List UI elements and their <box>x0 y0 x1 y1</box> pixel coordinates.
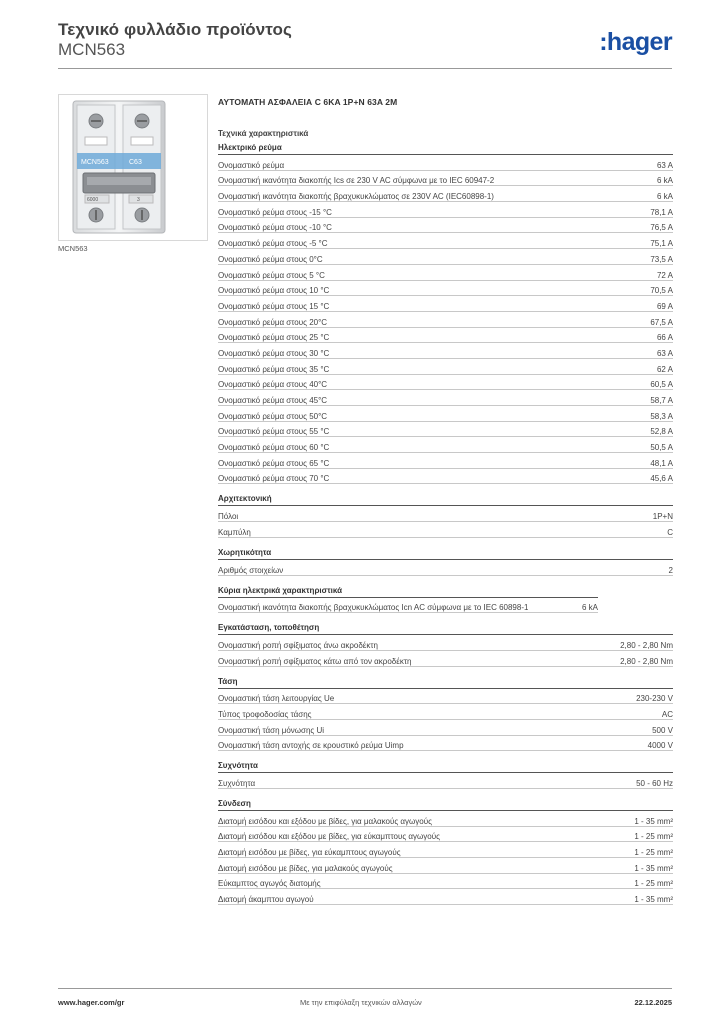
spec-label: Διατομή εισόδου και εξόδου με βίδες, για μαλακούς αγωγούς <box>218 816 432 826</box>
spec-value: 230-230 V <box>636 694 673 704</box>
spec-label: Ονομαστική τάση λειτουργίας Ue <box>218 694 335 704</box>
spec-value: 1P+N <box>652 512 673 522</box>
curve-marking: C63 <box>129 159 142 166</box>
spec-group <box>218 548 673 576</box>
spec-row <box>218 281 673 297</box>
spec-label: Ονομαστική ικανότητα διακοπής Ics σε 230 V AC σύμφωνα με το IEC 60947-2 <box>218 176 495 186</box>
spec-label: Ονομαστική ικανότητα διακοπής βραχυκυκλώματος σε 230V AC (IEC60898-1) <box>218 192 494 202</box>
footer-website[interactable]: www.hager.com/gr <box>58 998 125 1007</box>
spec-row <box>218 186 673 202</box>
spec-row <box>218 889 673 905</box>
spec-label: Ονομαστικό ρεύμα <box>218 160 285 170</box>
spec-label: Ονομαστικό ρεύμα στους 30 °C <box>218 348 330 358</box>
spec-label: Τύπος τροφοδοσίας τάσης <box>218 709 312 719</box>
spec-value: 75,1 A <box>650 239 673 249</box>
spec-row <box>218 506 673 522</box>
header-divider <box>58 68 672 69</box>
spec-group-title: Ηλεκτρικό ρεύμα <box>218 143 673 155</box>
spec-group <box>218 623 673 666</box>
spec-row <box>218 736 673 752</box>
page-header <box>58 20 672 68</box>
spec-value: 1 - 25 mm² <box>634 848 673 858</box>
spec-label: Συχνότητα <box>218 779 256 788</box>
spec-row <box>218 651 673 667</box>
spec-label: Ονομαστικό ρεύμα στους 25 °C <box>218 333 330 343</box>
spec-value: 50,5 A <box>650 443 673 453</box>
spec-row <box>218 827 673 843</box>
spec-label: Ονομαστικό ρεύμα στους 55 °C <box>218 427 330 437</box>
footer-disclaimer: Με την επιφύλαξη τεχνικών αλλαγών <box>300 998 422 1007</box>
spec-row <box>218 359 673 375</box>
spec-group-title: Εγκατάσταση, τοποθέτηση <box>218 623 673 635</box>
spec-label: Ονομαστικό ρεύμα στους -15 °C <box>218 207 332 217</box>
spec-value: 2,80 - 2,80 Nm <box>620 640 673 650</box>
spec-row <box>218 453 673 469</box>
spec-label: Ονομαστική τάση αντοχής σε κρουστικό ρεύμα Uimp <box>218 741 404 751</box>
footer-date: 22.12.2025 <box>634 998 672 1007</box>
spec-value: 50 - 60 Hz <box>636 779 673 788</box>
spec-label: Διατομή εισόδου με βίδες, για μαλακούς αγωγούς <box>218 863 393 873</box>
spec-label: Εύκαμπτος αγωγός διατομής <box>218 879 321 889</box>
spec-row <box>218 773 673 789</box>
spec-row <box>218 858 673 874</box>
circuit-breaker-illustration <box>59 95 207 240</box>
spec-row <box>218 720 673 736</box>
spec-group <box>218 494 673 537</box>
class-marking: 3 <box>137 197 140 203</box>
spec-group-title: Τάση <box>218 677 673 689</box>
spec-value: 52,8 A <box>650 427 673 437</box>
spec-label: Ονομαστικό ρεύμα στους -5 °C <box>218 239 328 249</box>
spec-value: 78,1 A <box>650 207 673 217</box>
spec-label: Πόλοι <box>218 512 239 522</box>
spec-label: Διατομή άκαμπτου αγωγού <box>218 895 314 905</box>
spec-group-title: Συχνότητα <box>218 761 673 773</box>
document-title: Τεχνικό φυλλάδιο προϊόντος <box>58 20 292 39</box>
spec-label: Ονομαστικό ρεύμα στους 0°C <box>218 254 323 264</box>
spec-label: Καμπύλη <box>218 527 251 537</box>
spec-group-title: Σύνδεση <box>218 799 673 811</box>
spec-group <box>218 677 673 752</box>
spec-label: Ονομαστικό ρεύμα στους 50°C <box>218 411 328 421</box>
spec-label: Ονομαστικό ρεύμα στους 40°C <box>218 380 328 390</box>
spec-label: Ονομαστική τάση μόνωσης Ui <box>218 725 325 735</box>
spec-value: 4000 V <box>647 741 673 751</box>
spec-value: 6 kA <box>656 176 673 186</box>
spec-groups <box>218 143 673 905</box>
spec-label: Ονομαστικό ρεύμα στους 65 °C <box>218 458 330 468</box>
spec-value: 500 V <box>652 725 673 735</box>
spec-row <box>218 343 673 359</box>
hager-logo: :hager <box>599 28 672 56</box>
spec-value: 73,5 A <box>650 254 673 264</box>
spec-row <box>218 328 673 344</box>
spec-value: 1 - 25 mm² <box>634 879 673 889</box>
spec-value: 2,80 - 2,80 Nm <box>620 656 673 666</box>
spec-row <box>218 375 673 391</box>
spec-label: Διατομή εισόδου και εξόδου με βίδες, για εύκαμπτους αγωγούς <box>218 832 440 842</box>
spec-value: C <box>667 527 673 537</box>
spec-row <box>218 249 673 265</box>
spec-value: 69 A <box>656 301 673 311</box>
spec-row <box>218 689 673 705</box>
spec-label: Ονομαστικό ρεύμα στους -10 °C <box>218 223 332 233</box>
spec-group <box>218 586 673 614</box>
product-title: ΑΥΤΟΜΑΤΗ ΑΣΦΑΛΕΙΑ C 6KA 1P+N 63A 2M <box>218 97 398 107</box>
spec-value: 66 A <box>656 333 673 343</box>
spec-value: 1 - 25 mm² <box>634 832 673 842</box>
spec-group <box>218 799 673 905</box>
spec-value: 63 A <box>656 160 673 170</box>
model-marking: MCN563 <box>81 159 109 166</box>
spec-row <box>218 598 598 614</box>
spec-value: 2 <box>668 565 673 575</box>
spec-group-title: Κύρια ηλεκτρικά χαρακτηριστικά <box>218 586 598 598</box>
spec-label: Ονομαστικό ρεύμα στους 60 °C <box>218 443 330 453</box>
spec-content <box>218 97 673 905</box>
spec-row <box>218 296 673 312</box>
spec-value: 72 A <box>656 270 673 280</box>
spec-row <box>218 560 673 576</box>
spec-label: Ονομαστική ροπή σφίξιματος άνω ακροδέκτη <box>218 640 378 650</box>
spec-label: Ονομαστικό ρεύμα στους 35 °C <box>218 364 330 374</box>
spec-value: 45,6 A <box>650 474 673 484</box>
spec-group <box>218 143 673 484</box>
spec-row <box>218 312 673 328</box>
spec-row <box>218 522 673 538</box>
spec-row <box>218 233 673 249</box>
spec-row <box>218 842 673 858</box>
spec-value: 60,5 A <box>650 380 673 390</box>
spec-label: Ονομαστικό ρεύμα στους 5 °C <box>218 270 325 280</box>
spec-value: 1 - 35 mm² <box>634 816 673 826</box>
section-label: Τεχνικά χαρακτηριστικά <box>218 129 309 138</box>
spec-value: 58,3 A <box>650 411 673 421</box>
spec-row <box>218 422 673 438</box>
spec-value: AC <box>661 709 673 719</box>
image-caption: MCN563 <box>58 244 88 253</box>
spec-row <box>218 437 673 453</box>
spec-group-title: Αρχιτεκτονική <box>218 494 673 506</box>
product-image <box>58 94 208 241</box>
spec-value: 1 - 35 mm² <box>634 895 673 905</box>
spec-value: 76,5 A <box>650 223 673 233</box>
spec-value: 58,7 A <box>650 396 673 405</box>
spec-label: Ονομαστικό ρεύμα στους 10 °C <box>218 286 330 296</box>
spec-row <box>218 635 673 651</box>
spec-label: Ονομαστικό ρεύμα στους 15 °C <box>218 301 330 311</box>
spec-label: Ονομαστικό ρεύμα στους 20°C <box>218 317 328 327</box>
spec-row <box>218 171 673 187</box>
spec-label: Αριθμός στοιχείων <box>218 565 284 575</box>
spec-row <box>218 406 673 422</box>
spec-value: 6 kA <box>656 192 673 202</box>
spec-label: Ονομαστική ροπή σφίξιματος κάτω από τον ακροδέκτη <box>218 656 412 666</box>
spec-row <box>218 390 673 406</box>
spec-row <box>218 811 673 827</box>
spec-value: 63 A <box>656 348 673 358</box>
spec-row <box>218 202 673 218</box>
footer-divider <box>58 988 672 989</box>
spec-value: 1 - 35 mm² <box>634 863 673 873</box>
spec-label: Διατομή εισόδου με βίδες, για εύκαμπτους αγωγούς <box>218 848 401 858</box>
spec-value: 6 kA <box>581 603 598 613</box>
spec-value: 62 A <box>656 364 673 374</box>
spec-value: 70,5 A <box>650 286 673 296</box>
spec-label: Ονομαστικό ρεύμα στους 45°C <box>218 396 328 405</box>
spec-value: 67,5 A <box>650 317 673 327</box>
spec-label: Ονομαστικό ρεύμα στους 70 °C <box>218 474 330 484</box>
spec-row <box>218 704 673 720</box>
spec-row <box>218 265 673 281</box>
spec-row <box>218 218 673 234</box>
spec-row <box>218 874 673 890</box>
spec-group-title: Χωρητικότητα <box>218 548 673 560</box>
spec-row <box>218 469 673 485</box>
spec-group <box>218 761 673 789</box>
spec-label: Ονομαστική ικανότητα διακοπής βραχυκυκλώματος Icn AC σύμφωνα με το IEC 60898-1 <box>218 603 529 613</box>
breaking-capacity-marking: 6000 <box>87 197 99 203</box>
spec-value: 48,1 A <box>650 458 673 468</box>
spec-row <box>218 155 673 171</box>
document-subtitle: MCN563 <box>58 40 126 59</box>
